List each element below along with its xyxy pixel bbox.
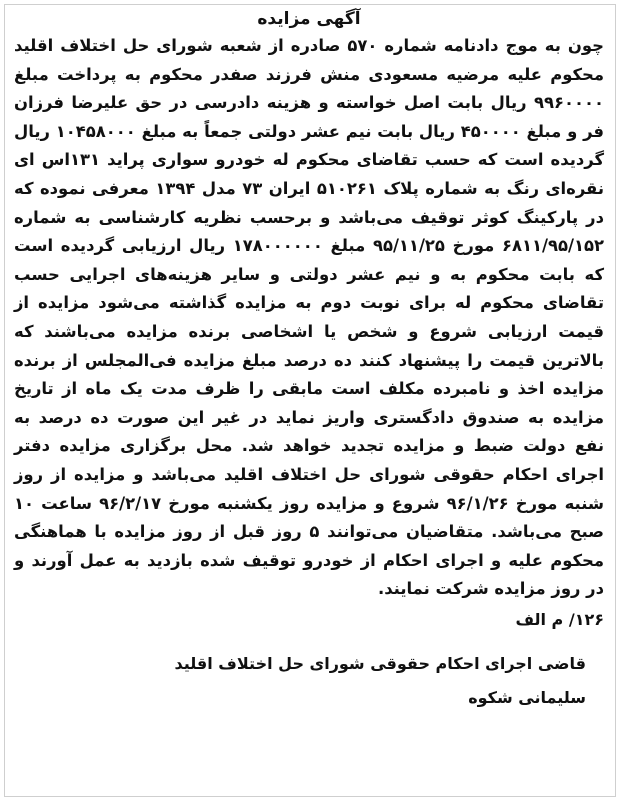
notice-reference-number: ۱۲۶/ م الف (515, 609, 604, 629)
signature-name: سلیمانی شکوه (468, 687, 586, 707)
signature-judge-title: قاضی اجرای احکام حقوقی شورای حل اختلاف اقلید (174, 653, 586, 673)
notice-body: چون به موج دادنامه شماره ۵۷۰ صادره از شعبه شورای حل اختلاف اقلید محکوم علیه مرضیه مسعودی منش فرزند صفدر محکوم به پرداخت مبلغ ۹۹۶۰۰۰۰ ریال بابت اصل خواسته و هزینه دادرسی در حق علیرضا فرزان فر و مبلغ ۴۵۰۰۰۰ ریال بابت نیم عشر دولتی جمعاً به مبلغ ۱۰۴۵۸۰۰۰ ریال گردیده است که حسب تقاضای محکوم له خودرو سواری پراید ۱۳۱اس ای نقره‌ای رنگ به شماره پلاک ۵۱۰۲۶۱ ایران ۷۳ مدل ۱۳۹۴ معرفی نموده که در پارکینگ کوثر توقیف می‌باشد و برحسب نظریه کارشناسی به شماره ۶۸۱۱/۹۵/۱۵۲ مورخ ۹۵/۱۱/۲۵ مبلغ ۱۷۸۰۰۰۰۰۰ ریال ارزیابی گردیده است که بابت محکوم به و نیم عشر دولتی و سایر هزینه‌های اجرایی حسب تقاضای محکوم له برای نوبت دوم به مزایده گذاشته می‌شود مزایده از قیمت ارزیابی شروع و شخص یا اشخاصی برنده مزایده می‌باشند که بالاترین قیمت را پیشنهاد کنند ده درصد مبلغ مزایده فی‌المجلس از برنده مزایده اخذ و نامبرده مکلف است مابقی را ظرف مدت یک ماه از تاریخ مزایده به صندوق دادگستری واریز نماید در غیر این صورت ده درصد به نفع دولت ضبط و مزایده تجدید خواهد شد. محل برگزاری مزایده دفتر اجرای احکام حقوقی شورای حل اختلاف اقلید می‌باشد و مزایده از روز شنبه مورخ ۹۶/۱/۲۶ شروع و مزایده روز یکشنبه مورخ ۹۶/۲/۱۷ ساعت ۱۰ صبح می‌باشد. متقاضیان می‌توانند ۵ روز قبل از روز مزایده با هماهنگی محکوم علیه و اجرای احکام از خودرو توقیف شده بازدید به عمل آورند و در روز مزایده شرکت نمایند. (14, 36, 605, 599)
notice-title: آگهی مزایده (257, 9, 361, 29)
